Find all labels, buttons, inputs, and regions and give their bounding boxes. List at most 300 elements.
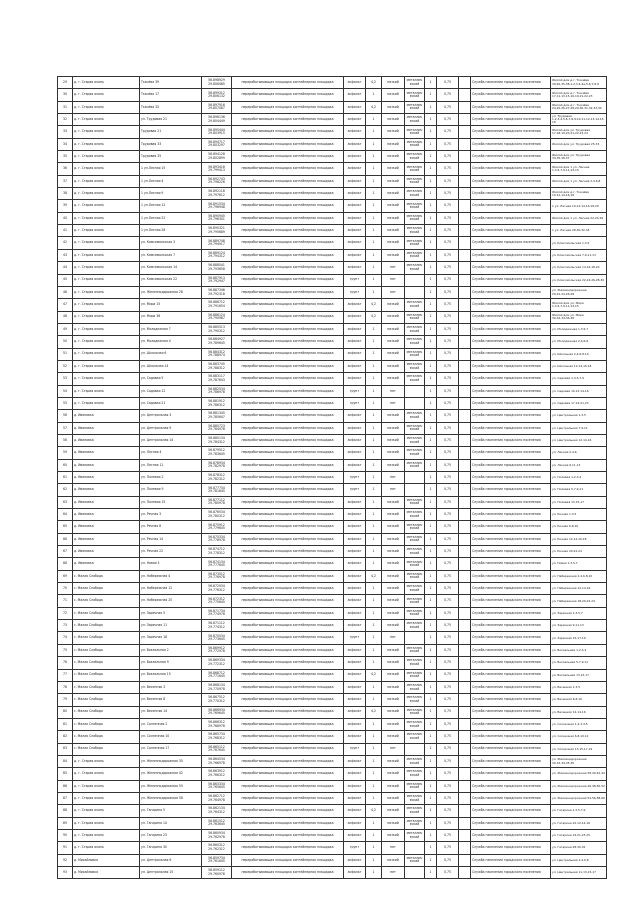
cell-site-type: перерабатывающая площадка контейнерная площадка <box>232 842 344 854</box>
cell-street-address: ул. Молодежная 7 <box>140 323 202 335</box>
cell-container-volume: 0,75 <box>437 842 459 854</box>
cell-street-address: ул. Центральная 9 <box>140 422 202 434</box>
cell-street-address: ул. Центральная 15 <box>140 867 202 879</box>
cell-row-number: 49 <box>58 323 73 335</box>
cell-surface: асфальт <box>344 706 366 718</box>
cell-site-type: перерабатывающая площадка контейнерная площадка <box>232 743 344 755</box>
cell-operator: Служба населения городского поселения <box>471 237 551 249</box>
cell-area: 1 <box>366 447 382 459</box>
cell-operator: Служба населения городского поселения <box>471 385 551 397</box>
cell-coordinates: 56.877734 29.781645 <box>202 484 232 496</box>
cell-area: 1 <box>366 792 382 804</box>
cell-fence: низкий <box>382 558 405 570</box>
cell-fence: низкий <box>382 509 405 521</box>
cell-settlement: д. Ивановка <box>73 558 140 570</box>
container-sites-table <box>57 76 607 879</box>
cell-operator: Служба населения городского поселения <box>471 669 551 681</box>
cell-settlement: с. Малая Слобода <box>73 570 140 582</box>
cell-street-address: Ткачёва 17 <box>140 89 202 101</box>
cell-spacer <box>459 731 471 743</box>
cell-spacer <box>459 854 471 866</box>
cell-served-objects: ул. Солнечная 6,8,10,12 <box>551 731 607 743</box>
cell-surface: асфальт <box>344 533 366 545</box>
cell-area: 1 <box>366 533 382 545</box>
cell-operator: Служба населения городского поселения <box>471 89 551 101</box>
cell-coordinates: 56.864534 29.766978 <box>202 755 232 767</box>
cell-row-number: 71 <box>58 595 73 607</box>
cell-surface: асфальт <box>344 768 366 780</box>
cell-container-count: 1 <box>425 360 437 372</box>
cell-container-count: 1 <box>425 336 437 348</box>
cell-row-number: 93 <box>58 867 73 879</box>
cell-spacer <box>459 755 471 767</box>
cell-fence: низкий <box>382 644 405 656</box>
cell-fence-material: металлический <box>405 434 425 446</box>
cell-surface: грунт <box>344 385 366 397</box>
cell-surface: асфальт <box>344 422 366 434</box>
cell-spacer <box>459 175 471 187</box>
cell-fence-material: металлический <box>405 595 425 607</box>
cell-street-address: ул. Гагарина 30 <box>140 842 202 854</box>
cell-fence-material: металлический <box>405 323 425 335</box>
cell-settlement: д. Ивановка <box>73 496 140 508</box>
cell-surface: асфальт <box>344 694 366 706</box>
cell-fence: низкий <box>382 718 405 730</box>
cell-container-volume: 0,75 <box>437 89 459 101</box>
cell-coordinates: 56.874134 29.777645 <box>202 558 232 570</box>
cell-settlement: д. г. Старая олонь <box>73 323 140 335</box>
cell-area: 4,2 <box>366 570 382 582</box>
cell-spacer <box>459 299 471 311</box>
cell-coordinates: 56.897916 29.807087 <box>202 101 232 113</box>
cell-fence: низкий <box>382 694 405 706</box>
cell-site-type: перерабатывающая площадка контейнерная площадка <box>232 768 344 780</box>
table-row <box>58 743 607 755</box>
cell-surface: асфальт <box>344 200 366 212</box>
cell-fence-material <box>405 397 425 409</box>
table-row <box>58 632 607 644</box>
cell-served-objects: Жилой дом д.г. Ткачёва 39,40,35,38,1,2,3,4,4а,5,6,7,8,9 <box>551 77 607 89</box>
cell-street-address: ул. Набережная 12 <box>140 583 202 595</box>
cell-fence-material: металлический <box>405 731 425 743</box>
cell-container-volume: 0,75 <box>437 706 459 718</box>
cell-fence-material: металлический <box>405 496 425 508</box>
cell-row-number: 39 <box>58 200 73 212</box>
cell-container-count: 1 <box>425 706 437 718</box>
cell-fence-material: металлический <box>405 620 425 632</box>
cell-fence: низкий <box>382 348 405 360</box>
cell-operator: Служба населения городского поселения <box>471 249 551 261</box>
cell-surface: асфальт <box>344 126 366 138</box>
cell-row-number: 33 <box>58 126 73 138</box>
cell-coordinates: 56.882534 29.786978 <box>202 385 232 397</box>
cell-spacer <box>459 595 471 607</box>
cell-site-type: перерабатывающая площадка контейнерная площадка <box>232 558 344 570</box>
cell-site-type: перерабатывающая площадка контейнерная площадка <box>232 212 344 224</box>
cell-container-volume: 0,75 <box>437 274 459 286</box>
table-row <box>58 286 607 298</box>
cell-operator: Служба населения городского поселения <box>471 743 551 755</box>
cell-operator: Служба населения городского поселения <box>471 867 551 879</box>
cell-spacer <box>459 225 471 237</box>
cell-container-count: 1 <box>425 434 437 446</box>
table-row <box>58 151 607 163</box>
cell-operator: Служба населения городского поселения <box>471 397 551 409</box>
cell-served-objects: Жилой дом д.г. Ткачёва 24,25,26,27,28,29,30,31,32,33,34 <box>551 101 607 113</box>
cell-served-objects: ул. Железнодорожная 20,22,24,26,28 <box>551 286 607 298</box>
cell-site-type: перерабатывающая площадка контейнерная площадка <box>232 644 344 656</box>
cell-row-number: 62 <box>58 484 73 496</box>
cell-row-number: 37 <box>58 175 73 187</box>
cell-area: 1 <box>366 126 382 138</box>
cell-site-type: перерабатывающая площадка контейнерная площадка <box>232 546 344 558</box>
cell-served-objects: ул. Трудовая 1,2,3,4,5,6,7,8,9,10,11,12,13,14,15,16 <box>551 114 607 126</box>
cell-spacer <box>459 274 471 286</box>
cell-site-type: перерабатывающая площадка контейнерная площадка <box>232 509 344 521</box>
cell-operator: Служба населения городского поселения <box>471 768 551 780</box>
cell-container-count: 1 <box>425 570 437 582</box>
cell-area: 1 <box>366 509 382 521</box>
table-row <box>58 718 607 730</box>
cell-operator: Служба населения городского поселения <box>471 570 551 582</box>
cell-served-objects: ул. Вокзальная 5,7,9,11 <box>551 657 607 669</box>
cell-area: 1 <box>366 212 382 224</box>
cell-served-objects: ул. Железнодорожная 46,48,50,52 <box>551 780 607 792</box>
cell-settlement: с. Малая Слобода <box>73 607 140 619</box>
cell-coordinates: 56.871112 29.774312 <box>202 620 232 632</box>
table-row <box>58 188 607 200</box>
cell-row-number: 35 <box>58 151 73 163</box>
cell-row-number: 68 <box>58 558 73 570</box>
cell-street-address: ул. Вокзальная 9 <box>140 657 202 669</box>
cell-row-number: 77 <box>58 669 73 681</box>
cell-settlement: с. Малая Слобода <box>73 595 140 607</box>
cell-fence-material <box>405 274 425 286</box>
cell-container-volume: 0,75 <box>437 496 459 508</box>
cell-fence-material: металлический <box>405 200 425 212</box>
cell-row-number: 38 <box>58 188 73 200</box>
cell-street-address: ул. Садовая 12 <box>140 385 202 397</box>
cell-container-volume: 0,75 <box>437 237 459 249</box>
cell-street-address: ул. Школьная 6 <box>140 348 202 360</box>
cell-container-volume: 0,75 <box>437 447 459 459</box>
cell-row-number: 45 <box>58 274 73 286</box>
cell-spacer <box>459 323 471 335</box>
cell-spacer <box>459 657 471 669</box>
table-row <box>58 348 607 360</box>
cell-fence-material: металлический <box>405 175 425 187</box>
cell-surface: грунт <box>344 286 366 298</box>
cell-row-number: 59 <box>58 447 73 459</box>
cell-container-volume: 0,75 <box>437 718 459 730</box>
table-row <box>58 533 607 545</box>
cell-fence: низкий <box>382 731 405 743</box>
cell-spacer <box>459 163 471 175</box>
table-row <box>58 249 607 261</box>
cell-surface: асфальт <box>344 867 366 879</box>
cell-fence-material <box>405 867 425 879</box>
cell-container-volume: 0,75 <box>437 323 459 335</box>
cell-container-volume: 0,75 <box>437 681 459 693</box>
cell-site-type: перерабатывающая площадка контейнерная площадка <box>232 434 344 446</box>
cell-container-count: 1 <box>425 249 437 261</box>
cell-fence-material: металлический <box>405 89 425 101</box>
cell-spacer <box>459 583 471 595</box>
cell-container-count: 1 <box>425 768 437 780</box>
cell-site-type: перерабатывающая площадка контейнерная площадка <box>232 669 344 681</box>
cell-coordinates: 56.860934 29.762978 <box>202 829 232 841</box>
cell-fence: низкий <box>382 681 405 693</box>
cell-operator: Служба населения городского поселения <box>471 422 551 434</box>
table-row <box>58 570 607 582</box>
cell-street-address: ул. Железнодорожная 35 <box>140 755 202 767</box>
cell-coordinates: 56.875912 29.779645 <box>202 521 232 533</box>
cell-served-objects: ул. Гагарина 10,12,14,16 <box>551 817 607 829</box>
table-row <box>58 644 607 656</box>
cell-area: 1 <box>366 200 382 212</box>
cell-fence: низкий <box>382 620 405 632</box>
cell-settlement: д. г. Старая олонь <box>73 77 140 89</box>
cell-row-number: 55 <box>58 397 73 409</box>
cell-served-objects: ул. Центральная 12,14,16 <box>551 434 607 446</box>
cell-served-objects: ул. Железнодорожная 30,32,34,35,36 <box>551 755 607 767</box>
cell-container-count: 1 <box>425 348 437 360</box>
cell-coordinates: 56.883745 29.788312 <box>202 360 232 372</box>
cell-spacer <box>459 286 471 298</box>
cell-settlement: д. г. Старая олонь <box>73 348 140 360</box>
cell-surface: асфальт <box>344 299 366 311</box>
cell-settlement: д. г. Старая олонь <box>73 768 140 780</box>
cell-surface: асфальт <box>344 558 366 570</box>
cell-container-count: 1 <box>425 644 437 656</box>
cell-site-type: перерабатывающая площадка контейнерная площадка <box>232 829 344 841</box>
cell-spacer <box>459 138 471 150</box>
cell-area: 1 <box>366 496 382 508</box>
cell-surface: асфальт <box>344 805 366 817</box>
cell-fence: низкий <box>382 126 405 138</box>
cell-row-number: 81 <box>58 718 73 730</box>
cell-street-address: Ткачёва 33 <box>140 101 202 113</box>
cell-served-objects: ул. Полевая 13,15,17 <box>551 496 607 508</box>
cell-coordinates: 56.875334 29.778978 <box>202 533 232 545</box>
cell-fence: низкий <box>382 373 405 385</box>
cell-street-address: ул. Речная 22 <box>140 546 202 558</box>
cell-spacer <box>459 434 471 446</box>
cell-area: 1 <box>366 422 382 434</box>
cell-coordinates: 56.894128 29.802899 <box>202 151 232 163</box>
cell-coordinates: 56.872312 29.775645 <box>202 595 232 607</box>
cell-street-address: Трудовая 21 <box>140 126 202 138</box>
cell-street-address: ул. Комсомольская 3 <box>140 237 202 249</box>
cell-area: 1 <box>366 842 382 854</box>
table-row <box>58 867 607 879</box>
cell-area: 1 <box>366 89 382 101</box>
cell-fence-material: металлический <box>405 249 425 261</box>
cell-coordinates: 56.881345 29.785647 <box>202 410 232 422</box>
cell-container-count: 1 <box>425 583 437 595</box>
cell-row-number: 82 <box>58 731 73 743</box>
table-row <box>58 681 607 693</box>
cell-fence: низкий <box>382 151 405 163</box>
cell-coordinates: 56.859734 29.761645 <box>202 854 232 866</box>
cell-spacer <box>459 620 471 632</box>
cell-street-address: ул. Школьная 14 <box>140 360 202 372</box>
cell-fence-material: металлический <box>405 348 425 360</box>
cell-served-objects: ул. Весенняя 6,8,10 <box>551 694 607 706</box>
cell-area: 4,2 <box>366 706 382 718</box>
cell-fence-material <box>405 842 425 854</box>
cell-fence-material: металлический <box>405 101 425 113</box>
cell-fence: нет <box>382 842 405 854</box>
cell-area: 1 <box>366 743 382 755</box>
cell-settlement: д. г. Старая олонь <box>73 114 140 126</box>
cell-container-count: 1 <box>425 657 437 669</box>
cell-spacer <box>459 829 471 841</box>
cell-spacer <box>459 805 471 817</box>
cell-row-number: 69 <box>58 570 73 582</box>
cell-row-number: 87 <box>58 792 73 804</box>
cell-street-address: ул. Новая 3 <box>140 558 202 570</box>
cell-row-number: 44 <box>58 262 73 274</box>
cell-surface: асфальт <box>344 212 366 224</box>
cell-coordinates: 56.866312 29.768978 <box>202 718 232 730</box>
cell-settlement: с. Малая Слобода <box>73 620 140 632</box>
cell-container-count: 1 <box>425 311 437 323</box>
cell-settlement: д. Ивановка <box>73 472 140 484</box>
cell-container-count: 1 <box>425 188 437 200</box>
cell-fence-material: металлический <box>405 212 425 224</box>
cell-fence-material: металлический <box>405 373 425 385</box>
cell-operator: Служба населения городского поселения <box>471 731 551 743</box>
cell-container-count: 1 <box>425 175 437 187</box>
cell-coordinates: 56.867512 29.770312 <box>202 694 232 706</box>
cell-served-objects: ул. Заречная 15,17,19 <box>551 632 607 644</box>
cell-coordinates: 56.880134 29.784312 <box>202 434 232 446</box>
cell-surface: асфальт <box>344 410 366 422</box>
cell-surface: асфальт <box>344 373 366 385</box>
document-page <box>57 76 605 879</box>
cell-settlement: д. Ивановка <box>73 521 140 533</box>
cell-settlement: д. г. Старая олонь <box>73 212 140 224</box>
cell-coordinates: 56.873512 29.776978 <box>202 570 232 582</box>
cell-settlement: д. г. Старая олонь <box>73 299 140 311</box>
cell-settlement: д. г. Старая олонь <box>73 151 140 163</box>
cell-container-volume: 0,75 <box>437 755 459 767</box>
cell-row-number: 83 <box>58 743 73 755</box>
cell-container-volume: 0,75 <box>437 397 459 409</box>
cell-served-objects: ул. Речная 20,22,24 <box>551 546 607 558</box>
cell-site-type: перерабатывающая площадка контейнерная площадка <box>232 237 344 249</box>
cell-settlement: д. г. Старая олонь <box>73 805 140 817</box>
cell-container-count: 1 <box>425 212 437 224</box>
cell-spacer <box>459 842 471 854</box>
cell-spacer <box>459 200 471 212</box>
table-row <box>58 114 607 126</box>
cell-row-number: 36 <box>58 163 73 175</box>
cell-street-address: ул. Речная 8 <box>140 521 202 533</box>
cell-surface: асфальт <box>344 151 366 163</box>
cell-area: 4,2 <box>366 805 382 817</box>
cell-settlement: д. Михайловка <box>73 854 140 866</box>
table-row <box>58 373 607 385</box>
cell-container-volume: 0,75 <box>437 348 459 360</box>
cell-fence-material: металлический <box>405 718 425 730</box>
cell-container-count: 1 <box>425 422 437 434</box>
cell-street-address: ул. Речная 3 <box>140 509 202 521</box>
cell-area: 1 <box>366 484 382 496</box>
cell-site-type: перерабатывающая площадка контейнерная площадка <box>232 422 344 434</box>
cell-area: 1 <box>366 188 382 200</box>
cell-spacer <box>459 632 471 644</box>
cell-container-count: 1 <box>425 829 437 841</box>
cell-settlement: с. Малая Слобода <box>73 632 140 644</box>
cell-street-address: Трудовая 33 <box>140 138 202 150</box>
cell-row-number: 66 <box>58 533 73 545</box>
cell-served-objects: ул. Комсомольская 7,9,11,13 <box>551 249 607 261</box>
cell-settlement: д. г. Старая олонь <box>73 200 140 212</box>
table-row <box>58 484 607 496</box>
cell-container-volume: 0,75 <box>437 867 459 879</box>
cell-surface: асфальт <box>344 509 366 521</box>
cell-container-volume: 0,75 <box>437 558 459 570</box>
cell-area: 1 <box>366 718 382 730</box>
cell-area: 1 <box>366 595 382 607</box>
cell-fence: нет <box>382 472 405 484</box>
cell-fence-material: металлический <box>405 780 425 792</box>
cell-coordinates: 56.890321 29.795689 <box>202 225 232 237</box>
cell-fence: нет <box>382 743 405 755</box>
table-row <box>58 829 607 841</box>
cell-settlement: д. г. Старая олонь <box>73 237 140 249</box>
cell-street-address: ул. Центральная 6 <box>140 854 202 866</box>
cell-coordinates: 56.898929 29.806485 <box>202 77 232 89</box>
cell-fence-material: металлический <box>405 657 425 669</box>
table-row <box>58 212 607 224</box>
cell-surface: асфальт <box>344 644 366 656</box>
cell-street-address: ул. Железнодорожная 58 <box>140 792 202 804</box>
cell-served-objects: ул. Новая 1,3,5,7 <box>551 558 607 570</box>
cell-spacer <box>459 262 471 274</box>
cell-operator: Служба населения городского поселения <box>471 151 551 163</box>
cell-container-count: 1 <box>425 669 437 681</box>
cell-container-count: 1 <box>425 496 437 508</box>
cell-area: 1 <box>366 373 382 385</box>
table-row <box>58 200 607 212</box>
cell-coordinates: 56.880723 29.784978 <box>202 422 232 434</box>
cell-coordinates: 56.884927 29.789645 <box>202 336 232 348</box>
cell-street-address: ул. Полевая 9 <box>140 484 202 496</box>
cell-container-count: 1 <box>425 126 437 138</box>
cell-operator: Служба населения городского поселения <box>471 212 551 224</box>
cell-site-type: перерабатывающая площадка контейнерная площадка <box>232 681 344 693</box>
cell-fence: низкий <box>382 311 405 323</box>
cell-container-count: 1 <box>425 694 437 706</box>
cell-coordinates: 56.876534 29.780312 <box>202 509 232 521</box>
cell-coordinates: 56.883117 29.787643 <box>202 373 232 385</box>
cell-site-type: перерабатывающая площадка контейнерная площадка <box>232 286 344 298</box>
cell-settlement: д. Ивановка <box>73 447 140 459</box>
cell-site-type: перерабатывающая площадка контейнерная площадка <box>232 138 344 150</box>
cell-fence-material: металлический <box>405 681 425 693</box>
cell-spacer <box>459 484 471 496</box>
cell-area: 1 <box>366 434 382 446</box>
cell-served-objects: ул. Комсомольская 1,3,5 <box>551 237 607 249</box>
cell-coordinates: 56.893418 29.799413 <box>202 163 232 175</box>
cell-operator: Служба населения городского поселения <box>471 632 551 644</box>
cell-area: 1 <box>366 138 382 150</box>
cell-settlement: д. г. Старая олонь <box>73 336 140 348</box>
cell-operator: Служба населения городского поселения <box>471 410 551 422</box>
